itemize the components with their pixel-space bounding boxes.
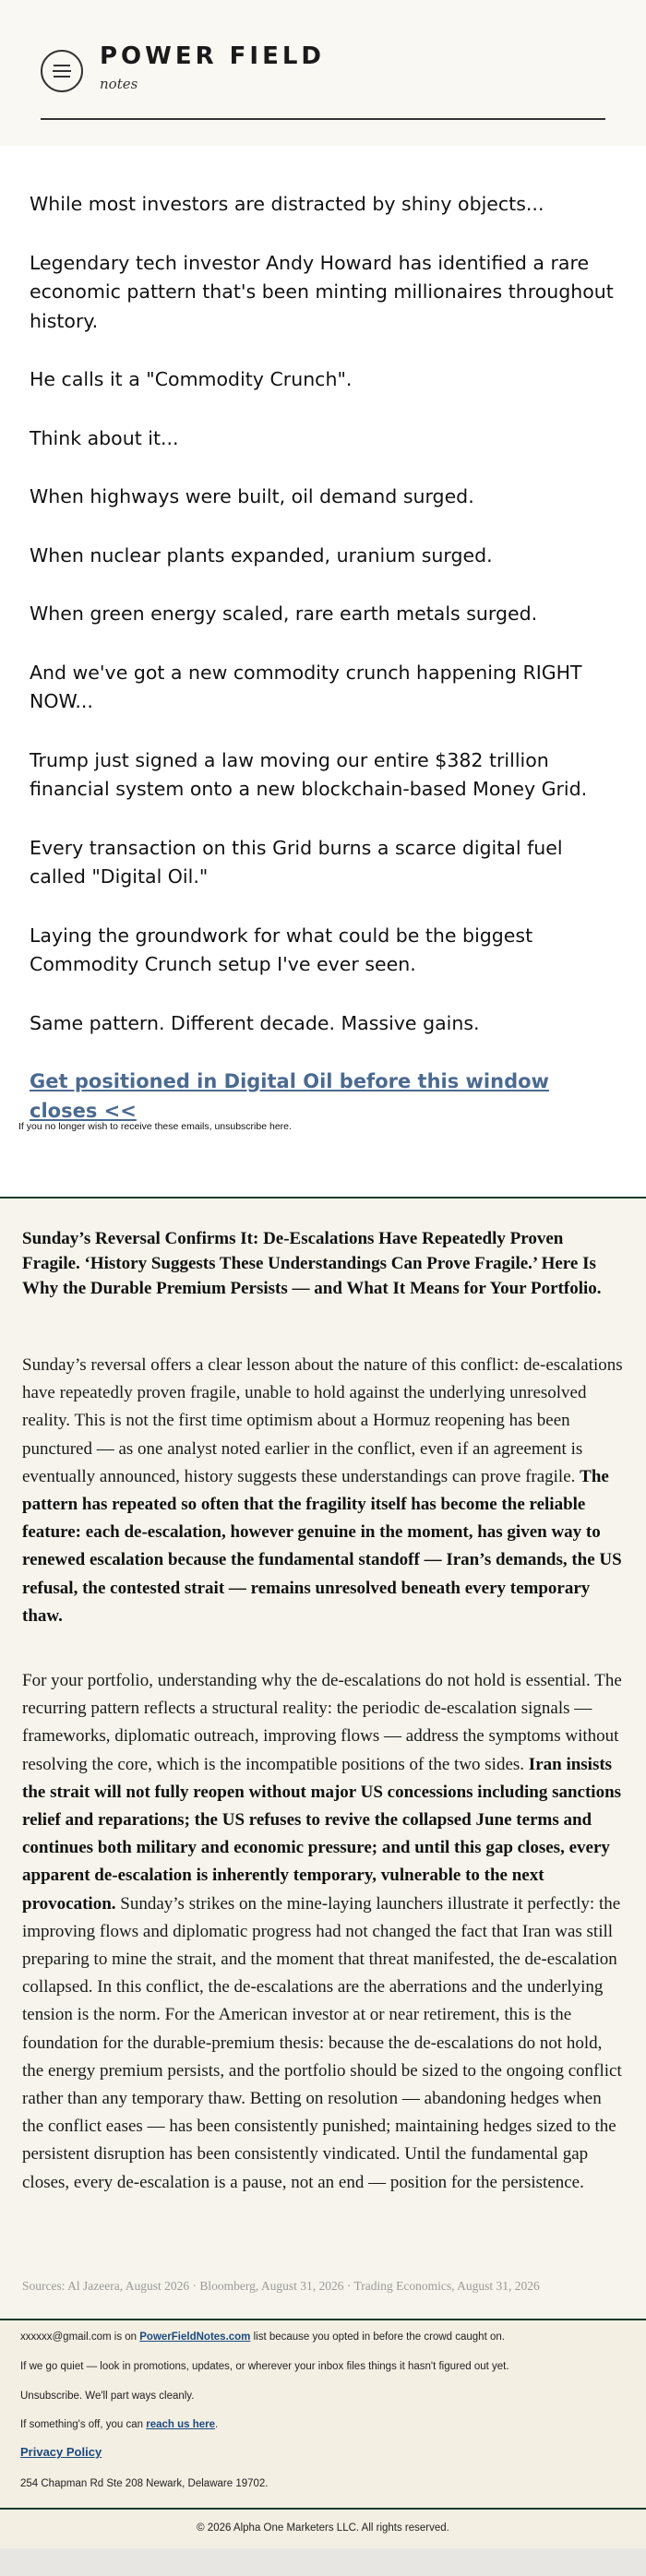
promo-paragraph: When green energy scaled, rare earth metals surged. xyxy=(30,602,538,625)
inbox-notice: If we go quiet — look in promotions, updates, or wherever your inbox files things it hasn't figured out yet. xyxy=(20,2361,509,2372)
subscriber-email: xxxxxx@gmail.com xyxy=(20,2332,112,2343)
paragraph-emphasis: The pattern has repeated so often that the fragility itself has become the reliable feature: each de-escalation, however genuine in the moment, has given way to renewed escalation because the fundamental standoff — Iran’s demands, the US refusal, the contested strait — remains unresolved beneath every temporary thaw. xyxy=(22,1466,622,1626)
article-body xyxy=(22,1352,624,2234)
article-paragraph xyxy=(22,1352,624,1630)
copyright-bar xyxy=(0,2508,646,2576)
brand-subtitle: notes xyxy=(100,76,138,92)
contact-notice: If something's off, you can reach us here. xyxy=(20,2419,219,2430)
promo-paragraph: Same pattern. Different decade. Massive gains. xyxy=(30,1011,480,1034)
promo-paragraph: Legendary tech investor Andy Howard has identified a rare economic pattern that's been minting millionaires throughout history. xyxy=(30,251,614,332)
promo-paragraph: Think about it... xyxy=(30,426,179,449)
promo-paragraph: And we've got a new commodity crunch happening RIGHT NOW... xyxy=(30,661,582,712)
subscription-notice: xxxxxx@gmail.com is on PowerFieldNotes.com list because you opted in before the crowd caught on. xyxy=(20,2332,505,2343)
promo-paragraph: Trump just signed a law moving our entire $382 trillion financial system onto a new blockchain-based Money Grid. xyxy=(30,748,588,800)
paragraph-text: Sunday’s strikes on the mine-laying launchers illustrate it perfectly: the improving flows and diplomatic progress had not changed the fact that Iran was still preparing to mine the strait, and the moment that threat manifested, the de-escalation collapsed. In this conflict, the de-escalations are the aberrations and the underlying tension is the norm. For the American investor at or near retirement, this is the foundation for the durable-premium thesis: because the de-escalations do not hold, the energy premium persists, and the portfolio should be sized to the ongoing conflict rather than any temporary thaw. Betting on resolution — abandoning hedges when the conflict eases — has been consistently punished; maintaining hedges sized to the persistent disruption has been consistently vindicated. Until the fundamental gap closes, every de-escalation is a pause, not an end — position for the persistence. xyxy=(22,1893,622,2192)
footer-unsubscribe-link[interactable]: Unsubscribe. We'll part ways cleanly. xyxy=(20,2391,195,2402)
article-paragraph xyxy=(22,1667,624,2197)
cta-link[interactable]: Get positioned in Digital Oil before this window closes << xyxy=(30,1070,549,1122)
paragraph-emphasis: Iran insists the strait will not fully reopen without major US concessions including sanctions relief and reparations; the US refuses to revive the collapsed June terms and continues both military and economic pressure; and until this gap closes, every apparent de-escalation is inherently temporary, vulnerable to the next provocation. xyxy=(22,1754,622,1914)
privacy-policy-link[interactable]: Privacy Policy xyxy=(20,2445,102,2459)
article-section xyxy=(0,1197,646,2322)
privacy-row xyxy=(20,2445,102,2459)
bottom-strip xyxy=(0,2548,646,2576)
unsubscribe-link[interactable]: If you no longer wish to receive these emails, unsubscribe here. xyxy=(18,1121,292,1132)
promo-paragraph: When nuclear plants expanded, uranium surged. xyxy=(30,543,493,566)
reach-us-link[interactable]: reach us here xyxy=(146,2419,216,2430)
mailing-address: 254 Chapman Rd Ste 208 Newark, Delaware 19702. xyxy=(20,2478,269,2489)
brand-name: POWER FIELD xyxy=(100,42,326,70)
copyright-text: © 2026 Alpha One Marketers LLC. All rights reserved. xyxy=(197,2522,449,2534)
logo-menu-icon xyxy=(41,50,83,92)
cta-paragraph xyxy=(30,1067,616,1126)
promo-paragraph: While most investors are distracted by shiny objects... xyxy=(30,193,544,215)
email-footer xyxy=(0,2319,646,2508)
header-divider xyxy=(41,118,605,120)
promo-paragraph: When highways were built, oil demand surged. xyxy=(30,485,474,507)
email-header xyxy=(0,0,646,146)
promo-paragraph: Every transaction on this Grid burns a scarce digital fuel called "Digital Oil." xyxy=(30,836,563,888)
promo-paragraph: Laying the groundwork for what could be the biggest Commodity Crunch setup I've ever seen. xyxy=(30,924,533,975)
promo-section xyxy=(30,190,616,1155)
article-headline: Sunday’s Reversal Confirms It: De-Escalations Have Repeatedly Proven Fragile. ‘History Suggests These Understandings Can Prove Fragile.’ Here Is Why the Durable Premium Persists — and What It Means for Your Portfolio. xyxy=(22,1229,602,1298)
paragraph-text: Sunday’s reversal offers a clear lesson about the nature of this conflict: de-escalations have repeatedly proven fragile, unable to hold against the underlying unresolved reality. This is not the first time optimism about a Hormuz reopening has been punctured — as one analyst noted earlier in the conflict, even if an agreement is eventually announced, history suggests these understandings can prove fragile. xyxy=(22,1355,623,1486)
promo-paragraph: He calls it a "Commodity Crunch". xyxy=(30,368,353,390)
paragraph-text: For your portfolio, understanding why the de-escalations do not hold is essential. The recurring pattern reflects a structural reality: the periodic de-escalation signals — frameworks, diplomatic outreach, improving flows — address the symptoms without resolving the core, which is the incompatible positions of the two sides. xyxy=(22,1671,622,1774)
site-link[interactable]: PowerFieldNotes.com xyxy=(139,2332,251,2343)
article-sources: Sources: Al Jazeera, August 2026 · Bloomberg, August 31, 2026 · Trading Economics, August 31, 2026 xyxy=(22,2279,540,2293)
